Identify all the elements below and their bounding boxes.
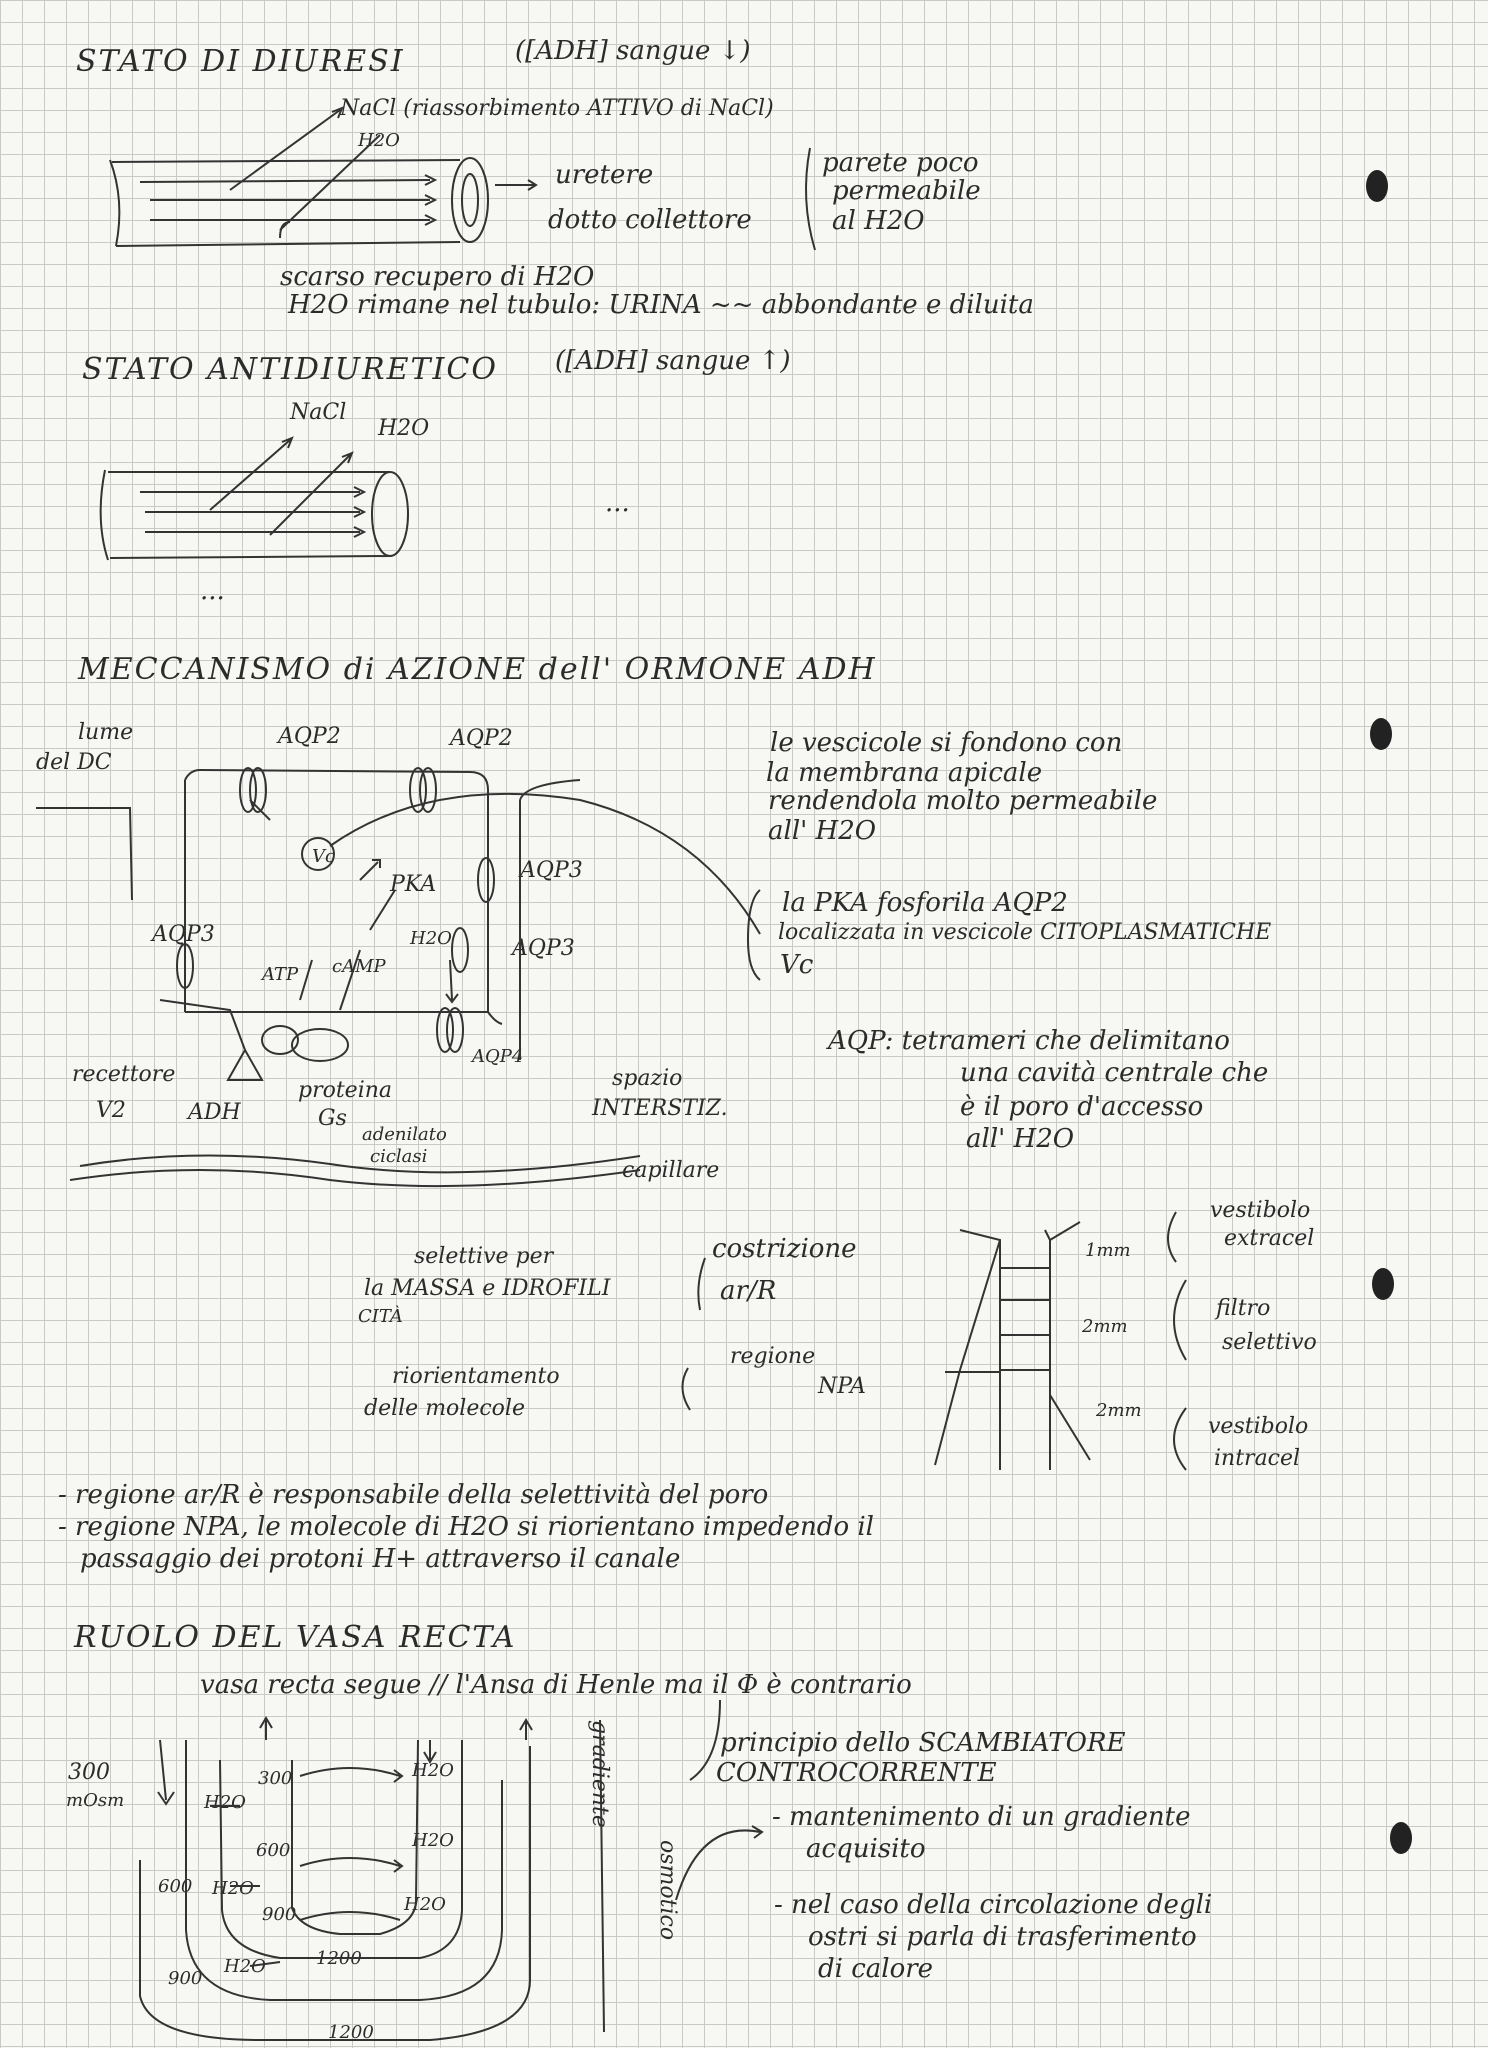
selective-line1: selettive per	[414, 1244, 554, 1269]
aqp-note-1: AQP: tetrameri che delimitano	[828, 1026, 1230, 1056]
dim-2mm-a: 2mm	[1082, 1316, 1128, 1337]
h2o-vr-5: H2O	[412, 1830, 454, 1851]
vesicle-note-1: le vescicole si fondono con	[770, 728, 1123, 758]
h2o-vr-4: H2O	[412, 1760, 454, 1781]
val-900-left: 900	[168, 1968, 203, 1989]
collecting-duct-label: dotto collettore	[548, 205, 752, 235]
aqp3-label-a: AQP3	[520, 858, 583, 883]
interstitial-line1: spazio	[612, 1066, 683, 1091]
aqp-note-2: una cavità centrale che	[960, 1058, 1269, 1088]
selective-line3: CITÀ	[358, 1306, 403, 1327]
val-600-left: 600	[158, 1876, 193, 1897]
aqp2-label-a: AQP2	[278, 724, 341, 749]
vc-label: Vc	[312, 846, 336, 867]
maintain-line1: - mantenimento di un gradiente	[772, 1802, 1191, 1832]
selective-filter-line2: selettivo	[1222, 1330, 1317, 1355]
diuresis-tubule-drawing	[110, 108, 815, 250]
lume-line1: lume	[78, 720, 134, 745]
h2o-label: H2O	[358, 130, 400, 151]
adenylate-cyclase-line1: adenilato	[362, 1124, 447, 1145]
dim-2mm-b: 2mm	[1096, 1400, 1142, 1421]
region-npa-line1: regione	[730, 1344, 816, 1369]
val-1200-bottom: 1200	[328, 2022, 374, 2043]
receptor-line2: V2	[96, 1098, 126, 1123]
atp-label: ATP	[262, 964, 299, 985]
aquaporin-pore-drawing	[682, 1212, 1186, 1470]
pka-note-2: localizzata in vescicole CITOPLASMATICHE	[778, 920, 1272, 945]
nacl-active-note: NaCl (riassorbimento ATTIVO di NaCl)	[340, 96, 774, 121]
vesicle-note-2: la membrana apicale	[766, 758, 1043, 788]
bottom-note-3: passaggio dei protoni H+ attraverso il canale	[80, 1544, 681, 1574]
pka-note-3: Vc	[780, 950, 814, 980]
principle-line1: principio dello SCAMBIATORE	[720, 1728, 1126, 1758]
val-900: 900	[262, 1904, 297, 1925]
poorly-permeable-line3: al H2O	[832, 206, 925, 236]
vasa-recta-loops-drawing	[140, 1700, 762, 2040]
aqp3-label-left: AQP3	[152, 922, 215, 947]
receptor-line1: recettore	[72, 1062, 176, 1087]
gradient-line1: gradiente	[587, 1720, 612, 1828]
ellipsis-2: ...	[200, 576, 225, 606]
protein-gs-line2: Gs	[318, 1106, 347, 1131]
circulation-line1: - nel caso della circolazione degli	[774, 1890, 1213, 1920]
scarce-recovery-note: scarso recupero di H2O	[280, 262, 595, 292]
lume-line2: del DC	[36, 750, 112, 775]
cell-mechanism-drawing	[36, 768, 760, 1186]
urine-note: H2O rimane nel tubulo: URINA ~~ abbondante e diluita	[288, 290, 1034, 320]
adh-low-note: ([ADH] sangue ↓)	[515, 36, 751, 66]
interstitial-line2: INTERSTIZ.	[592, 1096, 728, 1121]
aqp2-label-b: AQP2	[450, 726, 513, 751]
val-1200-inner: 1200	[316, 1948, 362, 1969]
vestibule-ext-line1: vestibolo	[1210, 1198, 1311, 1223]
nacl-label: NaCl	[290, 400, 347, 425]
constriction-line1: costrizione	[712, 1234, 857, 1264]
section-title-mechanism: MECCANISMO di AZIONE dell' ORMONE ADH	[78, 652, 877, 687]
reorientation-line2: delle molecole	[364, 1396, 525, 1421]
pka-note-1: la PKA fosforila AQP2	[782, 888, 1068, 918]
h2o-vr-6: H2O	[404, 1894, 446, 1915]
val-600: 600	[256, 1840, 291, 1861]
vesicle-note-4: all' H2O	[768, 816, 877, 846]
capillary-label: capillare	[622, 1158, 720, 1183]
val-300: 300	[258, 1768, 293, 1789]
h2o-vr-2: H2O	[212, 1878, 254, 1899]
bottom-note-1: - regione ar/R è responsabile della selettività del poro	[58, 1480, 769, 1510]
osm-unit: mOsm	[66, 1790, 125, 1811]
aqp-note-4: all' H2O	[966, 1124, 1075, 1154]
h2o-label-3: H2O	[410, 928, 452, 949]
selective-filter-line1: filtro	[1216, 1296, 1271, 1321]
antidiuretic-tubule-drawing	[101, 438, 408, 560]
ellipsis-1: ...	[605, 488, 630, 518]
bottom-note-2: - regione NPA, le molecole di H2O si riorientano impedendo il	[58, 1512, 874, 1542]
osm-300: 300	[68, 1760, 110, 1785]
camp-label: cAMP	[332, 956, 386, 977]
aqp3-label-b: AQP3	[512, 936, 575, 961]
poorly-permeable-line2: permeabile	[832, 176, 981, 206]
ureter-label: uretere	[555, 160, 654, 190]
pka-label: PKA	[390, 872, 437, 897]
aqp4-label: AQP4	[472, 1046, 524, 1067]
principle-line2: CONTROCORRENTE	[716, 1758, 997, 1788]
section-title-antidiuretic: STATO ANTIDIURETICO	[82, 352, 498, 387]
selective-line2: la MASSA e IDROFILI	[364, 1276, 611, 1301]
adh-high-note: ([ADH] sangue ↑)	[555, 346, 791, 376]
region-npa-line2: NPA	[818, 1374, 866, 1399]
aqp-note-3: è il poro d'accesso	[960, 1092, 1204, 1122]
h2o-vr-1: H2O	[204, 1792, 246, 1813]
constriction-line2: ar/R	[720, 1276, 777, 1306]
gradient-line2: osmotico	[655, 1840, 680, 1941]
section-title-vasa-recta: RUOLO DEL VASA RECTA	[74, 1620, 517, 1655]
poorly-permeable-line1: parete poco	[822, 148, 979, 178]
vestibule-int-line2: intracel	[1214, 1446, 1301, 1471]
protein-gs-line1: proteina	[298, 1078, 393, 1103]
vasa-recta-note: vasa recta segue // l'Ansa di Henle ma il Φ è contrario	[200, 1670, 912, 1700]
reorientation-line1: riorientamento	[392, 1364, 560, 1389]
vestibule-int-line1: vestibolo	[1208, 1414, 1309, 1439]
dim-1mm: 1mm	[1085, 1240, 1131, 1261]
adenylate-cyclase-line2: ciclasi	[370, 1146, 428, 1167]
circulation-line2: ostri si parla di trasferimento	[808, 1922, 1197, 1952]
section-title-diuresis: STATO DI DIURESI	[76, 44, 405, 79]
vestibule-ext-line2: extracel	[1224, 1226, 1315, 1251]
adh-label: ADH	[188, 1100, 241, 1125]
vesicle-note-3: rendendola molto permeabile	[768, 786, 1158, 816]
circulation-line3: di calore	[818, 1954, 934, 1984]
h2o-label-2: H2O	[378, 416, 430, 441]
maintain-line2: acquisito	[806, 1834, 926, 1864]
h2o-vr-3: H2O	[224, 1956, 266, 1977]
